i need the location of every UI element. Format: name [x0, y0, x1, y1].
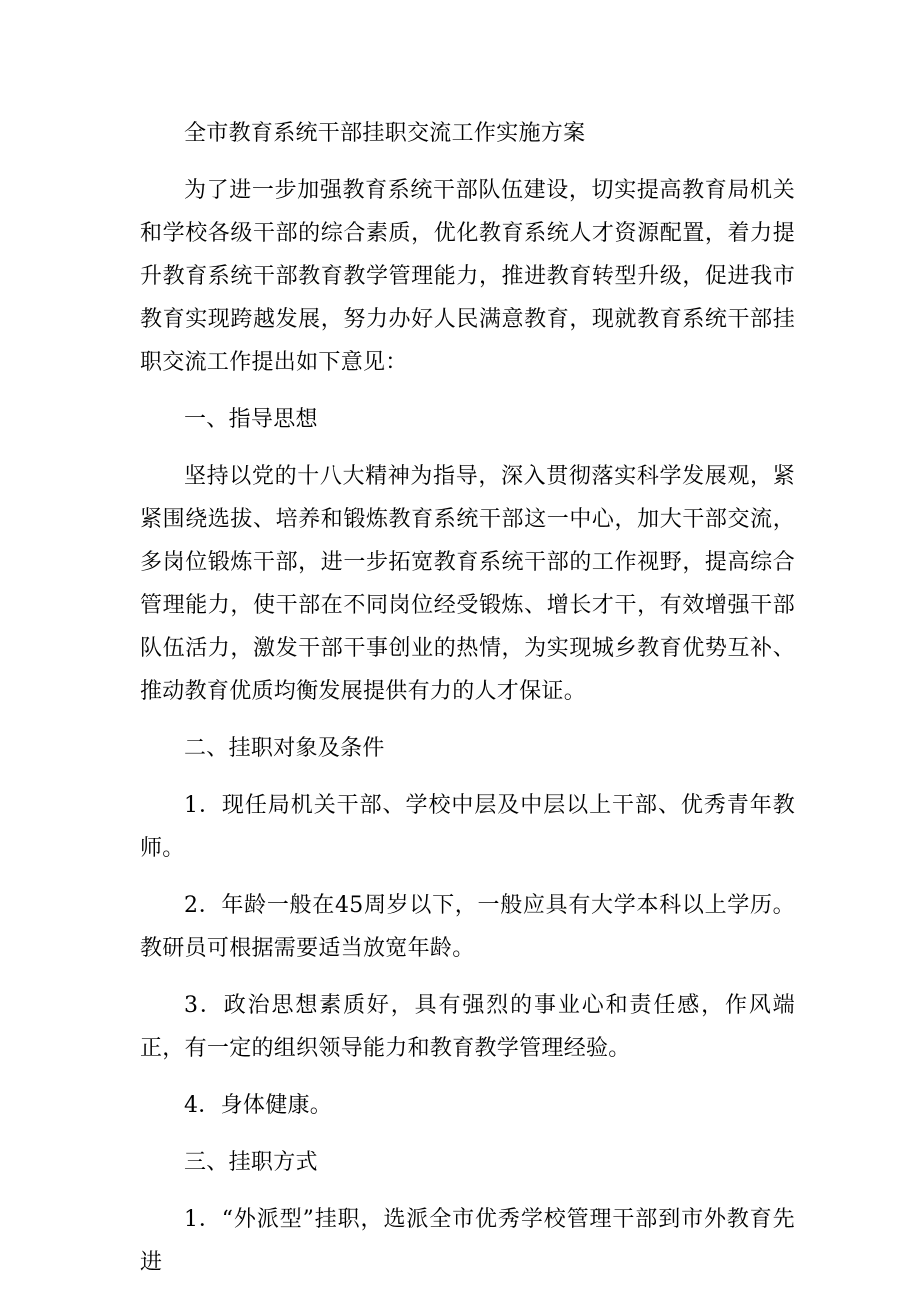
eligibility-item: 4．身体健康。 [184, 1093, 333, 1118]
section-heading-eligibility: 二、挂职对象及条件 [184, 736, 385, 761]
section-paragraph-guiding-ideology: 坚持以党的十八大精神为指导，深入贯彻落实科学发展观，紧紧围绕选拔、培养和锻炼教育系统干部这一中心，加大干部交流，多岗位锻炼干部，进一步拓宽教育系统干部的工作视野，提高综合管理能力，使干部在不同岗位经受锻炼、增长才干，有效增强干部队伍活力，激发干部干事创业的热情，为实现城乡教育优势互补、推动教育优质均衡发展提供有力的人才保证。 [140, 464, 795, 704]
eligibility-item: 2．年龄一般在45周岁以下，一般应具有大学本科以上学历。教研员可根据需要适当放宽年龄。 [140, 893, 795, 961]
document-title: 全市教育系统干部挂职交流工作实施方案 [184, 121, 586, 146]
intro-paragraph: 为了进一步加强教育系统干部队伍建设，切实提高教育局机关和学校各级干部的综合素质，优化教育系统人才资源配置，着力提升教育系统干部教育教学管理能力，推进教育转型升级，促进我市教育实现跨越发展，努力办好人民满意教育，现就教育系统干部挂职交流工作提出如下意见： [140, 178, 795, 375]
document-body [140, 112, 795, 1298]
eligibility-item: 1．现任局机关干部、学校中层及中层以上干部、优秀青年教师。 [140, 793, 795, 861]
section-heading-methods: 三、挂职方式 [184, 1150, 318, 1175]
eligibility-item: 3．政治思想素质好，具有强烈的事业心和责任感，作风端正，有一定的组织领导能力和教育教学管理经验。 [140, 993, 795, 1061]
method-item: 1．“外派型”挂职，选派全市优秀学校管理干部到市外教育先进 [140, 1207, 795, 1275]
section-heading-guiding-ideology: 一、指导思想 [184, 407, 318, 432]
